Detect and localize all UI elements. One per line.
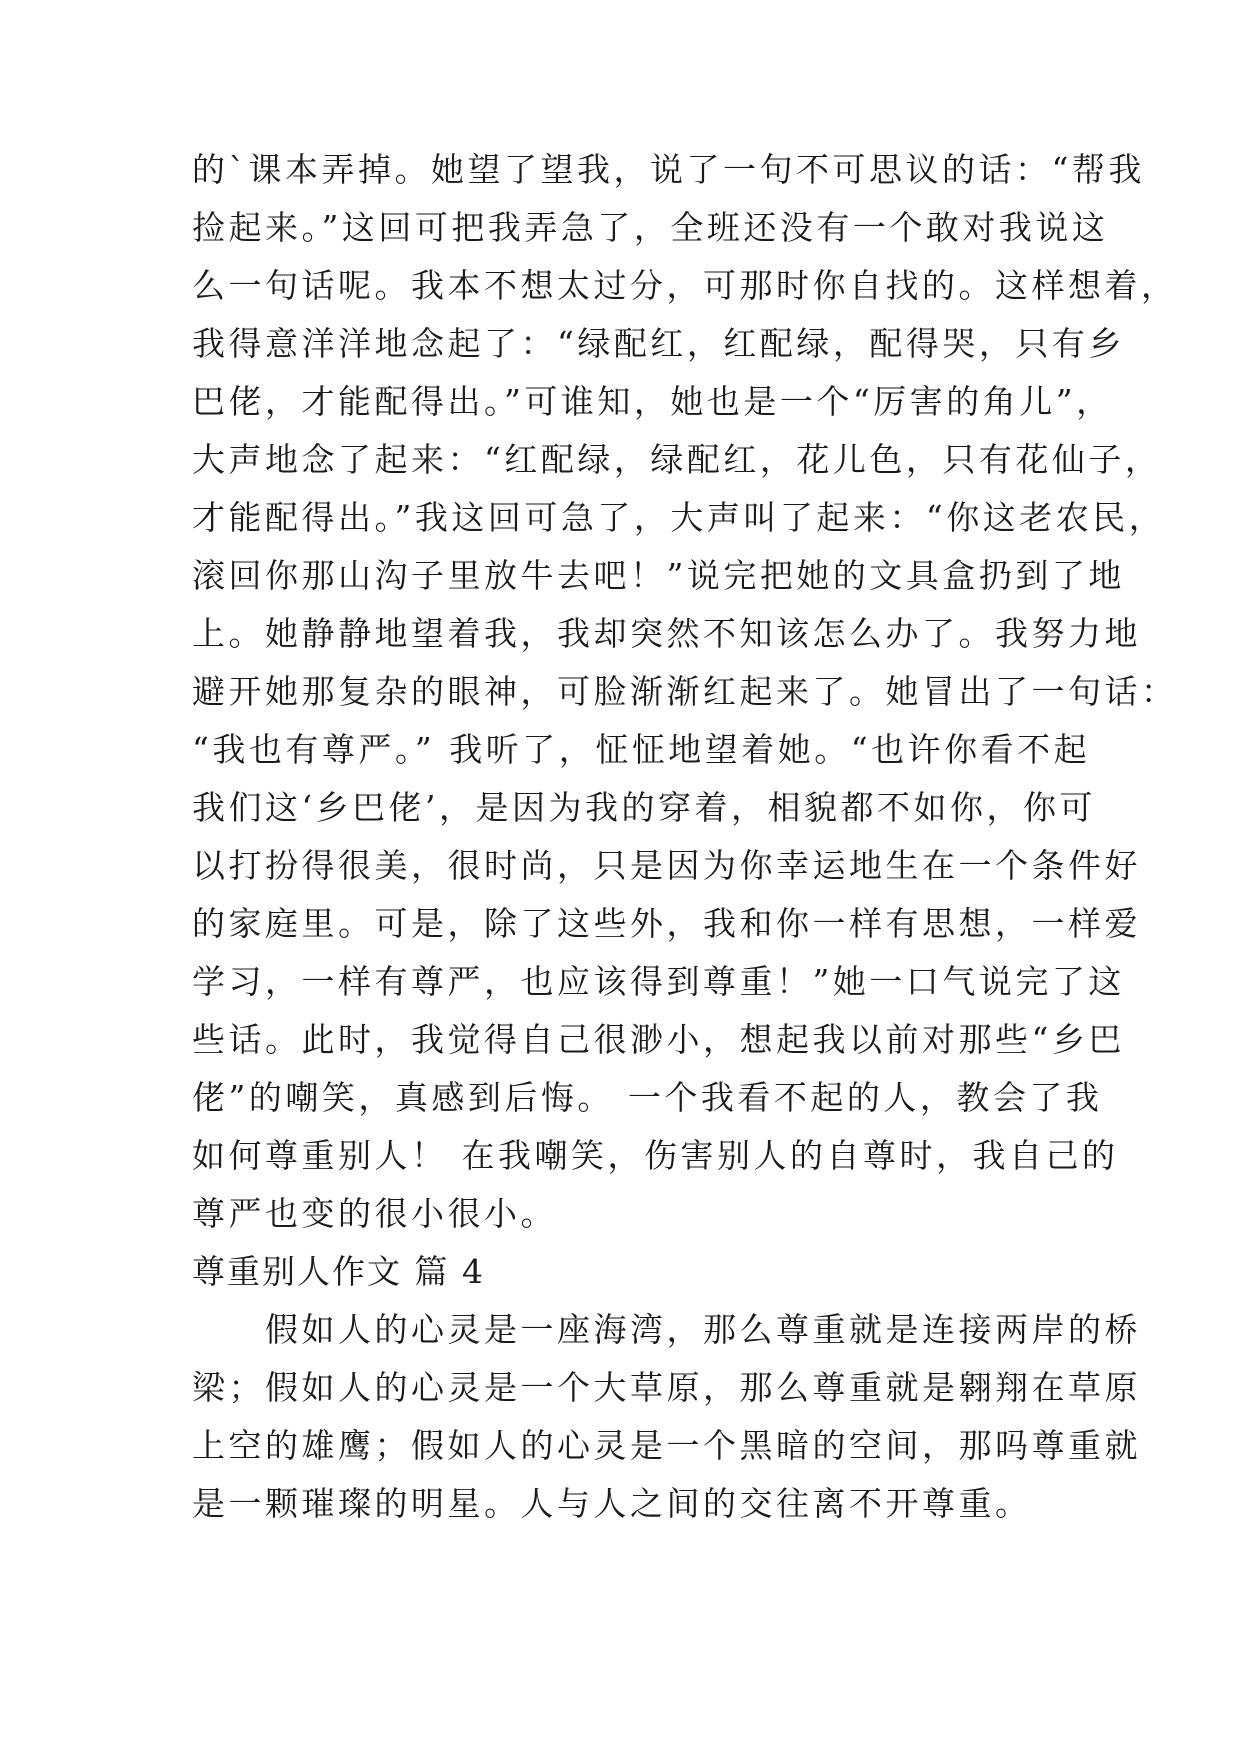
- text-line: “我也有尊严。” 我听了，怔怔地望着她。“也许你看不起: [192, 730, 1091, 769]
- text-line: 上。她静静地望着我，我却突然不知该怎么办了。我努力地: [192, 614, 1141, 653]
- text-line: 上空的雄鹰；假如人的心灵是一个黑暗的空间，那吗尊重就: [192, 1426, 1141, 1465]
- text-line: 梁；假如人的心灵是一个大草原，那么尊重就是翱翔在草原: [192, 1368, 1141, 1407]
- text-line: 才能配得出。”我这回可急了，大声叫了起来：“你这老农民，: [192, 498, 1166, 537]
- text-line: 假如人的心灵是一座海湾，那么尊重就是连接两岸的桥: [192, 1310, 1141, 1349]
- text-line: 避开她那复杂的眼神，可脸渐渐红起来了。她冒出了一句话：: [192, 672, 1178, 711]
- text-line: 尊严也变的很小很小。: [192, 1194, 557, 1233]
- text-line: 以打扮得很美，很时尚，只是因为你幸运地生在一个条件好: [192, 846, 1141, 885]
- text-line: 如何尊重别人！ 在我嘲笑，伤害别人的自尊时，我自己的: [192, 1136, 1119, 1175]
- text-line: 么一句话呢。我本不想太过分，可那时你自找的。这样想着，: [192, 266, 1178, 305]
- text-line: 的家庭里。可是，除了这些外，我和你一样有思想，一样爱: [192, 904, 1141, 943]
- text-line: 学习，一样有尊严，也应该得到尊重！”她一口气说完了这: [192, 962, 1125, 1001]
- text-line: 我得意洋洋地念起了：“绿配红，红配绿，配得哭，只有乡: [192, 324, 1125, 363]
- text-line: 捡起来。”这回可把我弄急了，全班还没有一个敢对我说这: [192, 208, 1109, 247]
- text-line: 滚回你那山沟子里放牛去吧！”说完把她的文具盒扔到了地: [192, 556, 1125, 595]
- section-heading: 尊重别人作文 篇 4: [192, 1252, 485, 1291]
- text-line: 是一颗璀璨的明星。人与人之间的交往离不开尊重。: [192, 1484, 1032, 1523]
- text-line: 巴佬，才能配得出。”可谁知，她也是一个“厉害的角儿”，: [192, 382, 1113, 421]
- text-line: 我们这‘乡巴佬’，是因为我的穿着，相貌都不如你，你可: [192, 788, 1096, 827]
- text-line: 的`课本弄掉。她望了望我，说了一句不可思议的话：“帮我: [192, 150, 1145, 189]
- text-line: 大声地念了起来：“红配绿，绿配红，花儿色，只有花仙子，: [192, 440, 1162, 479]
- text-line: 佬”的嘲笑，真感到后悔。 一个我看不起的人，教会了我: [192, 1078, 1103, 1117]
- text-line: 些话。此时，我觉得自己很渺小，想起我以前对那些“乡巴: [192, 1020, 1125, 1059]
